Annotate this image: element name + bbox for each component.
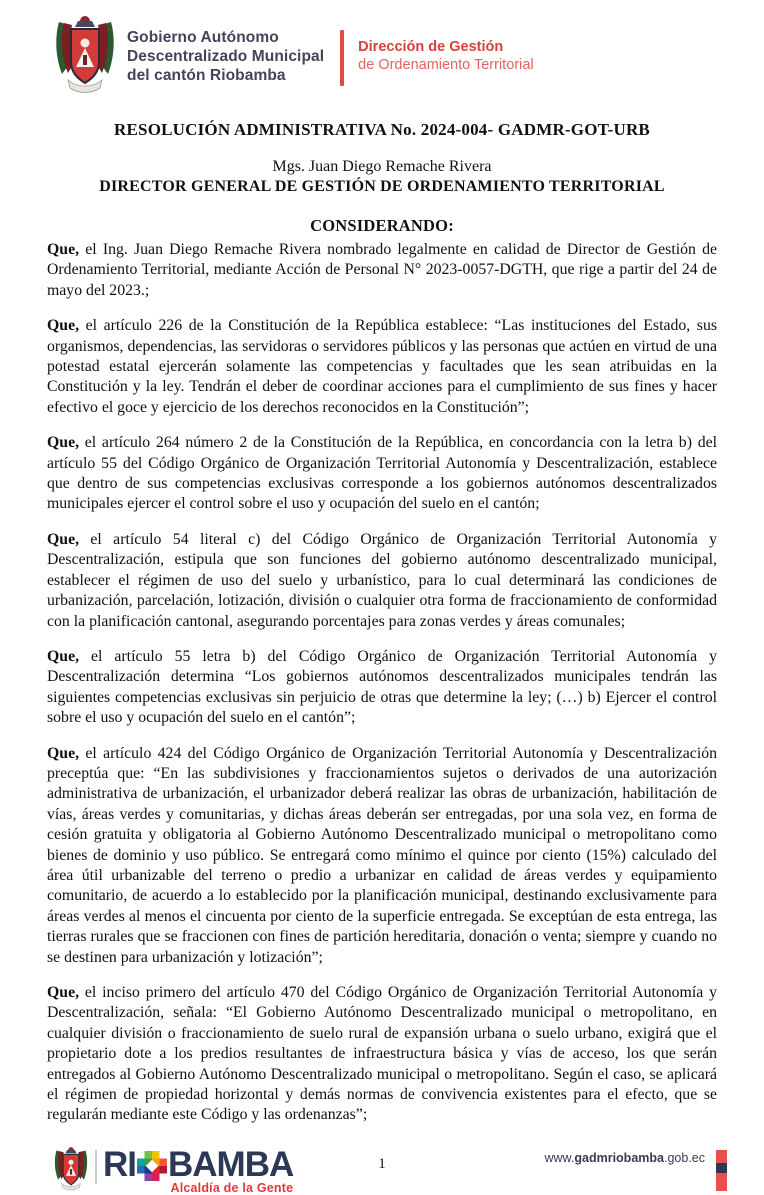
paragraph-text: el inciso primero del artículo 470 del Código Orgánico de Organización Territorial Autonomía y Descentralización, señala: “El Gobierno Autónomo Descentralizado municipal o metropolitano, en cualquier división o fraccionamiento de suelo rural de expansión urbana o suelo urbano, exigirá que el propietario dote a los predios resultantes de infraestructura básica y vías de acceso, los que serán entregados al Gobierno Autónomo Descentralizado municipal o metropolitano. Según el caso, se aplicará el régimen de propiedad horizontal y demás normas de convivencia existentes para el efecto, que se regularán mediante este Código y las ordenanzas”; xyxy=(47,984,717,1124)
paragraph-text: el artículo 264 número 2 de la Constitución de la República, en concordancia con la letra b) del artículo 55 del Código Orgánico de Organización Territorial Autonomía y Descentralización, establece que dentro de sus competencias exclusivas corresponde a los gobiernos autónomos descentralizados municipales ejercer el control sobre el uso y ocupación del suelo en el cantón; xyxy=(47,434,718,513)
paragraph-text: el artículo 424 del Código Orgánico de Organización Territorial Autonomía y Descentralización preceptúa que: “En las subdivisiones y fraccionamientos sujetos o derivados de una autorización administrativa de urbanización, el urbanizador deberá realizar las obras de urbanización, habilitación de vías, áreas verdes y comunitarias, y dichas áreas deberán ser entregadas, por una sola vez, en forma de cesión gratuita y obligatoria al Gobierno Autónomo Descentralizado municipal o metropolitano como bienes de dominio y uso público. Se entregará como mínimo el quince por ciento (15%) calculado del área útil urbanizable del terreno o predio a urbanizar en calidad de áreas verdes y equipamiento comunitario, de acuerdo a lo establecido por la planificación municipal, destinando exclusivamente para áreas verdes al menos el cincuenta por ciento de la superficie entregada. Se exceptúan de esta entrega, las tierras rurales que se fraccionen con fines de partición hereditaria, donación o venta; siempre y cuando no se destinen para urbanización y lotización”; xyxy=(47,744,718,966)
org-name-line: Descentralizado Municipal xyxy=(127,48,325,65)
website-prefix: www. xyxy=(544,1151,575,1165)
paragraph-lead: Que, xyxy=(47,984,80,1001)
header-divider xyxy=(340,30,344,86)
section-heading: CONSIDERANDO: xyxy=(310,216,454,235)
paragraph-lead: Que, xyxy=(47,317,80,335)
website-domain: gadmriobamba xyxy=(574,1151,664,1165)
brand-suffix: BAMBA xyxy=(168,1145,294,1184)
flag-bar-navy-segment xyxy=(716,1163,727,1173)
flag-bar-red-segment xyxy=(716,1173,727,1191)
website-suffix: .gob.ec xyxy=(663,1151,705,1165)
org-name-line: Gobierno Autónomo xyxy=(127,29,279,46)
considerando-paragraph xyxy=(47,240,717,301)
paragraph-text: el artículo 54 literal c) del Código Orgánico de Organización Territorial Autonomía y Descentralización, estipula que son funciones del gobierno autónomo descentralizado municipal, establecer el régimen de uso del suelo y urbanístico, para lo cual determinará las condiciones de urbanización, parcelación, lotización, división o cualquier otra forma de fraccionamiento de conformidad con la planificación cantonal, asegurando porcentajes para zonas verdes y áreas comunales; xyxy=(47,530,717,630)
considerando-paragraph xyxy=(47,433,717,515)
footer-website xyxy=(545,1151,706,1165)
considerando-paragraphs xyxy=(47,240,717,1126)
letterhead xyxy=(53,14,717,106)
author-name: Mgs. Juan Diego Remache Rivera xyxy=(272,158,492,175)
document-page xyxy=(47,0,717,1141)
considerando-paragraph xyxy=(47,744,717,968)
considerando-paragraph xyxy=(47,983,717,1126)
paragraph-text: el Ing. Juan Diego Remache Rivera nombrado legalmente en calidad de Director de Gestión de Ordenamiento Territorial, mediante Acción de Personal N° 2023-0057-DGTH, que rige a partir del 24 de mayo del 2023.; xyxy=(47,241,717,299)
paragraph-lead: Que, xyxy=(47,647,80,665)
brand-prefix: RI xyxy=(103,1145,136,1184)
paragraph-text: el artículo 226 de la Constitución de la República establece: “Las instituciones del Estado, sus organismos, dependencias, las servidoras o servidores públicos y las personas que actúen en virtud de una potestad estatal ejercerán solamente las competencias y facultades que les sean atribuidas en la Constitución y la ley. Tendrán el deber de coordinar acciones para el cumplimiento de sus fines y hacer efectivo el goce y ejercicio de los derechos reconocidos en la Constitución”; xyxy=(47,317,717,416)
riobamba-coat-of-arms-icon xyxy=(53,14,117,94)
paragraph-lead: Que, xyxy=(47,744,80,762)
department-line: Dirección de Gestión xyxy=(358,39,504,55)
department-line: de Ordenamiento Territorial xyxy=(358,57,534,73)
resolution-title: RESOLUCIÓN ADMINISTRATIVA No. 2024-004- GADMR-GOT-URB xyxy=(114,120,650,139)
paragraph-text: el artículo 55 letra b) del Código Orgánico de Organización Territorial Autonomía y Descentralización determina “Los gobiernos autónomos descentralizados municipales tendrán las siguientes competencias exclusivas sin perjuicio de otras que determine la ley; (…) b) Ejercer el control sobre el uso y ocupación del suelo en el cantón”; xyxy=(47,647,718,727)
paragraph-lead: Que, xyxy=(47,241,80,258)
considerando-paragraph xyxy=(47,316,717,418)
footer-flag-bar xyxy=(716,1150,727,1191)
considerando-paragraph xyxy=(47,530,717,632)
page-footer xyxy=(0,1135,764,1195)
paragraph-lead: Que, xyxy=(47,530,80,548)
considerando-paragraph xyxy=(47,647,717,729)
org-name-line: del cantón Riobamba xyxy=(127,67,286,84)
author-role: DIRECTOR GENERAL DE GESTIÓN DE ORDENAMIENTO TERRITORIAL xyxy=(99,178,665,195)
page-number: 1 xyxy=(378,1156,386,1172)
paragraph-lead: Que, xyxy=(47,434,80,452)
organization-name xyxy=(127,28,324,85)
brand-tagline: Alcaldía de la Gente xyxy=(170,1181,294,1195)
flag-bar-red-segment xyxy=(716,1150,727,1163)
department-name xyxy=(358,38,533,74)
